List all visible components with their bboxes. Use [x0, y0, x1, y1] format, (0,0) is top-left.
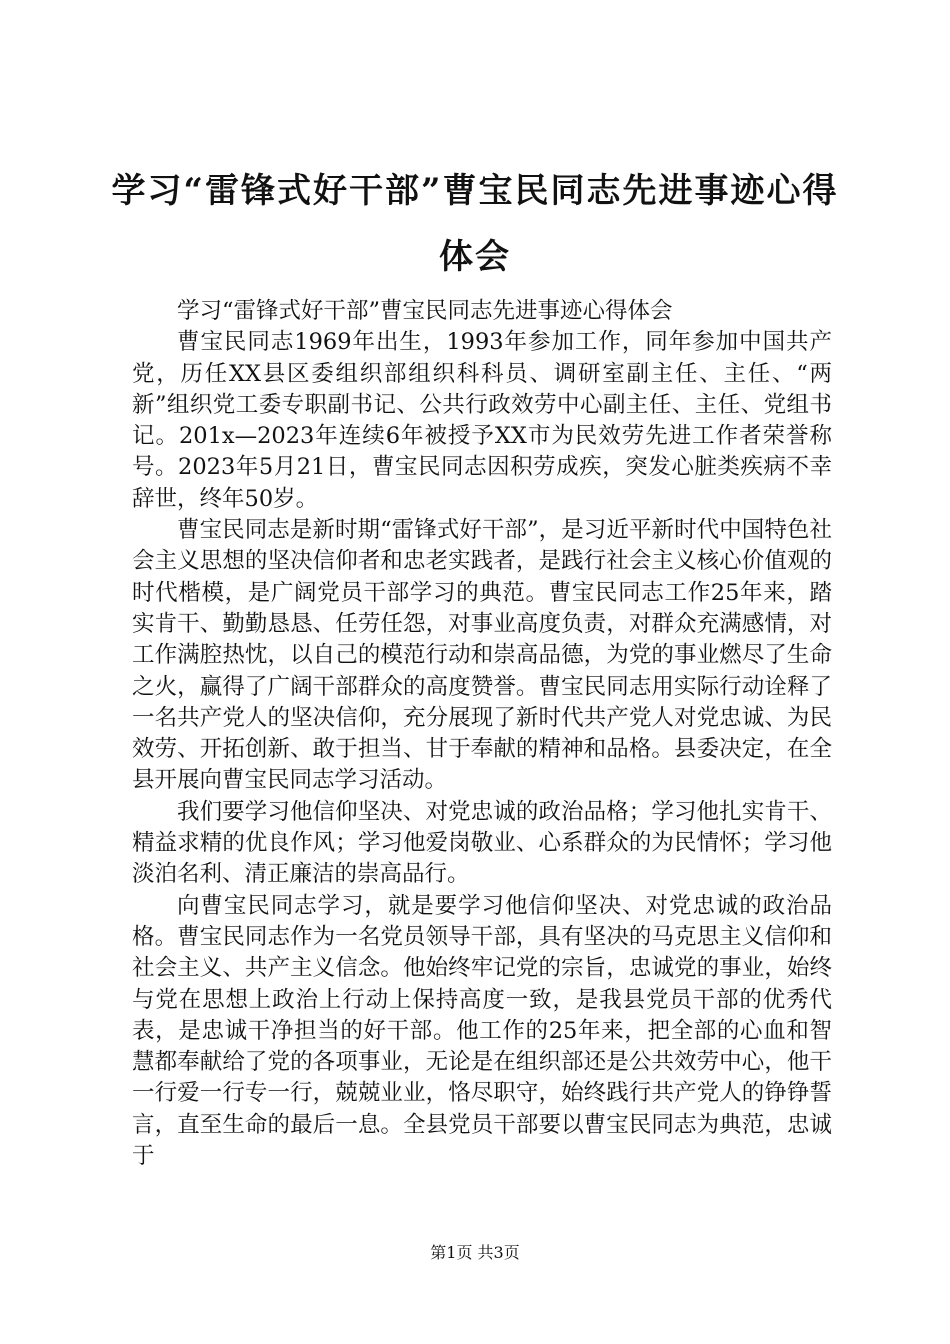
paragraph-subtitle: 学习“雷锋式好干部”曹宝民同志先进事迹心得体会: [177, 298, 673, 324]
paragraph-praise: 曹宝民同志是新时期“雷锋式好干部”，是习近平新时代中国特色社会主义思想的坚决信仰者和忠老实践者，是践行社会主义核心价值观的时代楷模，是广阔党员干部学习的典范。曹宝民同志工作25年来，踏实肯干、勤勤恳恳、任劳任怨，对事业高度负责，对群众充满感情，对工作满腔热忱，以自己的模范行动和崇高品德，为党的事业燃尽了生命之火，赢得了广阔干部群众的高度赞誉。曹宝民同志用实际行动诠释了一名共产党人的坚决信仰，充分展现了新时代共产党人对党忠诚、为民效劳、开拓创新、敢于担当、甘于奉献的精神和品格。县委决定，在全县开展向曹宝民同志学习活动。: [132, 517, 832, 794]
paragraph-political-character: 向曹宝民同志学习，就是要学习他信仰坚决、对党忠诚的政治品格。曹宝民同志作为一名党员领导干部，具有坚决的马克思主义信仰和社会主义、共产主义信念。他始终牢记党的宗旨，忠诚党的事业，始终与党在思想上政治上行动上保持高度一致，是我县党员干部的优秀代表，是忠诚干净担当的好干部。他工作的25年来，把全部的心血和智慧都奉献给了党的各项事业，无论是在组织部还是公共效劳中心，他干一行爱一行专一行，兢兢业业，恪尽职守，始终践行共产党人的铮铮誓言，直至生命的最后一息。全县党员干部要以曹宝民同志为典范，忠诚于: [132, 892, 832, 1170]
paragraph-biography: 曹宝民同志1969年出生，1993年参加工作，同年参加中国共产党，历任XX县区委组织部组织科科员、调研室副主任、主任、“两新”组织党工委专职副书记、公共行政效劳中心副主任、主任、党组书记。201x—2023年连续6年被授予XX市为民效劳先进工作者荣誉称号。2023年5月21日，曹宝民同志因积劳成疾，突发心脏类疾病不幸辞世，终年50岁。: [132, 329, 832, 512]
document-body: [132, 296, 832, 1172]
document-title: 学习“雷锋式好干部”曹宝民同志先进事迹心得体会: [111, 171, 839, 277]
page-number: 第1页 共3页: [430, 1243, 520, 1262]
paragraph-learning-points: 我们要学习他信仰坚决、对党忠诚的政治品格；学习他扎实肯干、精益求精的优良作风；学习他爱岗敬业、心系群众的为民情怀；学习他淡泊名利、清正廉洁的崇高品行。: [132, 798, 832, 888]
